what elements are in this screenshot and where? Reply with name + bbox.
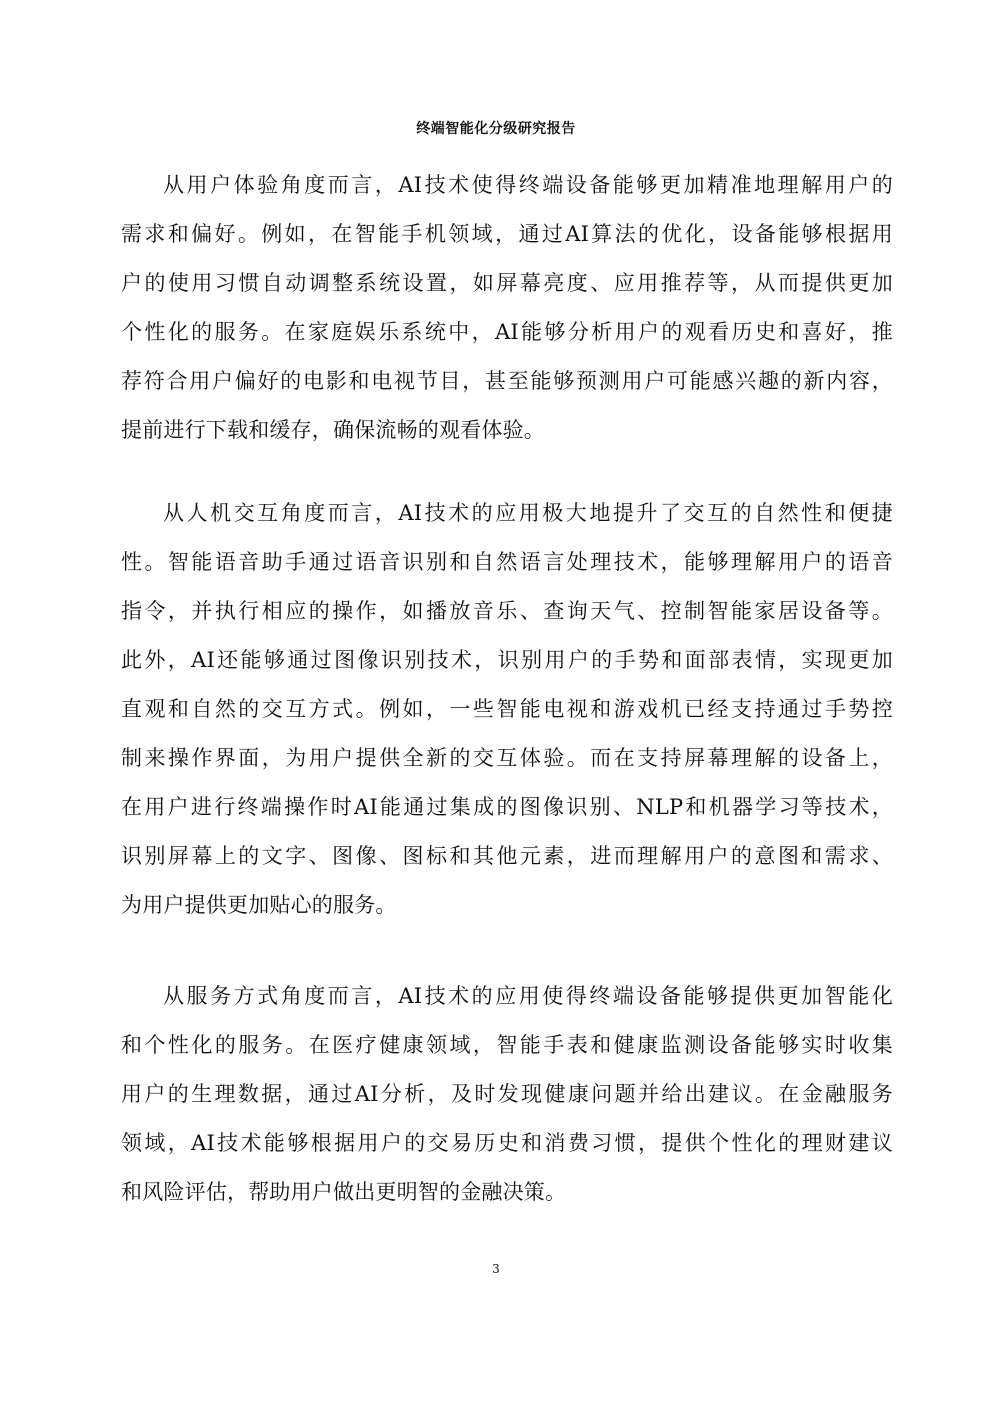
paragraph-line: 需求和偏好。例如，在智能手机领域，通过AI算法的优化，设备能够根据用 (121, 222, 893, 246)
paragraph-line: 为用户提供更加贴心的服务。 (121, 893, 397, 917)
paragraph-line: 从人机交互角度而言，AI技术的应用极大地提升了交互的自然性和便捷 (163, 501, 893, 525)
paragraph-line: 从服务方式角度而言，AI技术的应用使得终端设备能够提供更加智能化 (163, 984, 893, 1008)
paragraph-line: 直观和自然的交互方式。例如，一些智能电视和游戏机已经支持通过手势控 (121, 697, 893, 721)
paragraph-line: 识别屏幕上的文字、图像、图标和其他元素，进而理解用户的意图和需求、 (121, 844, 893, 868)
paragraph-human-computer-interaction (121, 489, 893, 930)
paragraph-line: 从用户体验角度而言，AI技术使得终端设备能够更加精准地理解用户的 (163, 173, 893, 197)
paragraph-line: 户的使用习惯自动调整系统设置，如屏幕亮度、应用推荐等，从而提供更加 (121, 271, 893, 295)
paragraph-line: 提前进行下载和缓存，确保流畅的观看体验。 (121, 418, 545, 442)
paragraph-line: 此外，AI还能够通过图像识别技术，识别用户的手势和面部表情，实现更加 (121, 648, 893, 672)
document-header-title: 终端智能化分级研究报告 (416, 121, 576, 137)
paragraph-line: 用户的生理数据，通过AI分析，及时发现健康问题并给出建议。在金融服务 (121, 1082, 893, 1106)
paragraph-line: 个性化的服务。在家庭娱乐系统中，AI能够分析用户的观看历史和喜好，推 (121, 320, 893, 344)
paragraph-user-experience (121, 161, 893, 455)
paragraph-line: 性。智能语音助手通过语音识别和自然语言处理技术，能够理解用户的语音 (121, 550, 893, 574)
page-number: 3 (492, 1262, 500, 1276)
paragraph-line: 在用户进行终端操作时AI能通过集成的图像识别、NLP和机器学习等技术， (121, 795, 893, 819)
paragraph-line: 领域，AI技术能够根据用户的交易历史和消费习惯，提供个性化的理财建议 (121, 1131, 893, 1155)
paragraph-line: 制来操作界面，为用户提供全新的交互体验。而在支持屏幕理解的设备上， (121, 746, 893, 770)
paragraph-line: 指令，并执行相应的操作，如播放音乐、查询天气、控制智能家居设备等。 (121, 599, 893, 623)
paragraph-service-mode (121, 972, 893, 1217)
paragraph-line: 和个性化的服务。在医疗健康领域，智能手表和健康监测设备能够实时收集 (121, 1033, 893, 1057)
paragraph-line: 荐符合用户偏好的电影和电视节目，甚至能够预测用户可能感兴趣的新内容， (121, 369, 893, 393)
paragraph-line: 和风险评估，帮助用户做出更明智的金融决策。 (121, 1180, 567, 1204)
